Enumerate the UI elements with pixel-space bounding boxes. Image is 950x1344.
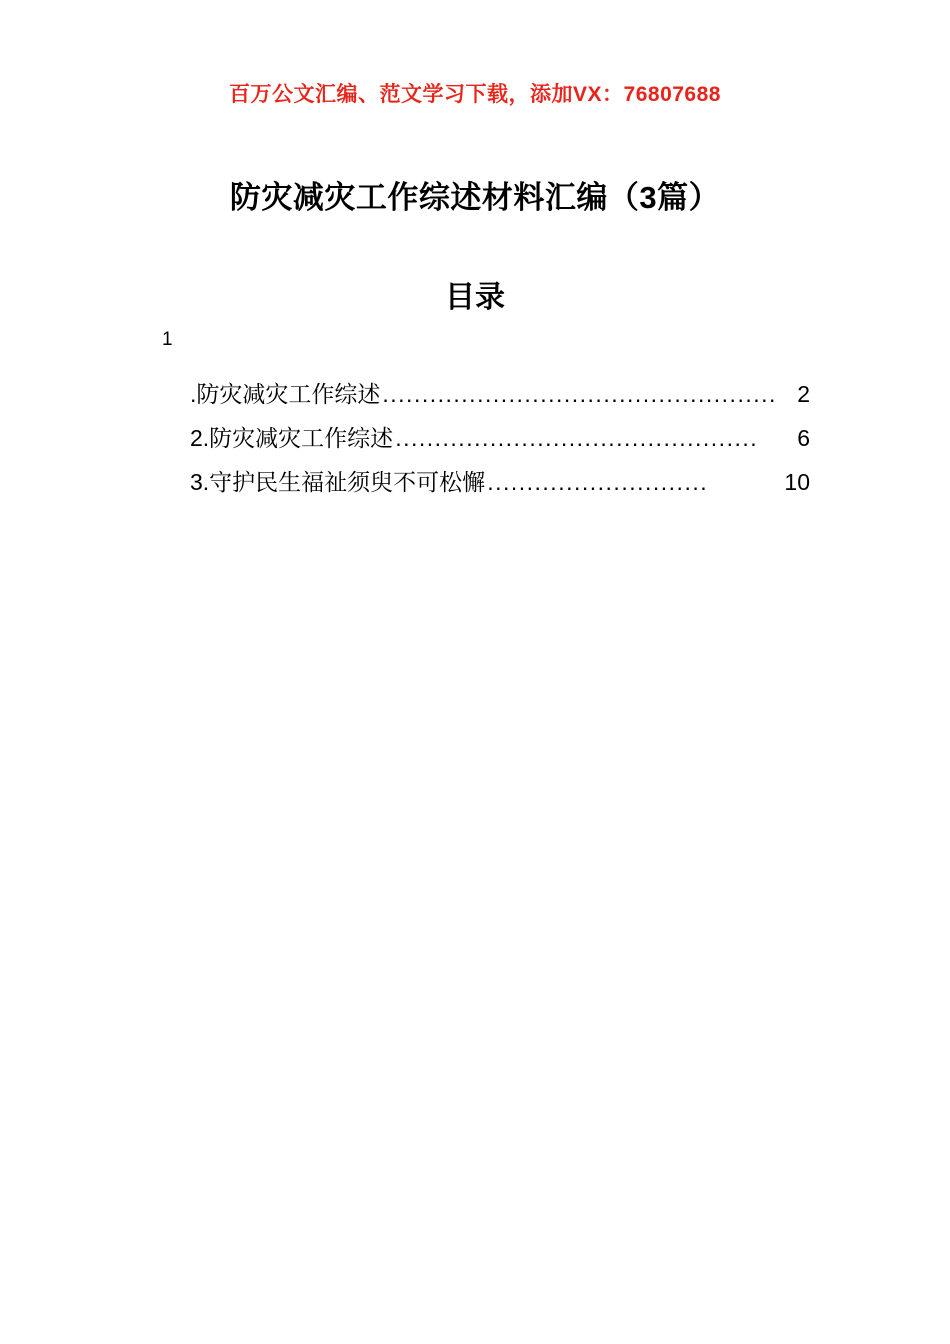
toc-entry-dots: .................................................. xyxy=(382,381,777,407)
toc-entry-label: 3.守护民生福祉须臾不可松懈 xyxy=(190,469,486,495)
toc-entry-page: 2 xyxy=(797,381,810,407)
toc-entry[interactable] xyxy=(190,460,810,504)
toc-entry-dots: ............................ xyxy=(487,469,709,495)
toc-entry-dots: .............................................. xyxy=(395,425,759,451)
page-title: 防灾减灾工作综述材料汇编（3篇） xyxy=(229,180,721,215)
toc-list xyxy=(190,372,810,504)
toc-entry-page: 10 xyxy=(784,469,810,495)
toc-heading: 目录 xyxy=(445,281,505,314)
toc-entry-label: 2.防灾减灾工作综述 xyxy=(190,425,394,451)
toc-first-number: 1 xyxy=(162,329,173,350)
promo-banner: 百万公文汇编、范文学习下载，添加VX：76807688 xyxy=(229,83,721,106)
toc-entry-label: .防灾减灾工作综述 xyxy=(190,381,381,407)
toc-entry[interactable] xyxy=(190,416,810,460)
toc-entry[interactable] xyxy=(190,372,810,416)
toc-entry-page: 6 xyxy=(797,425,810,451)
